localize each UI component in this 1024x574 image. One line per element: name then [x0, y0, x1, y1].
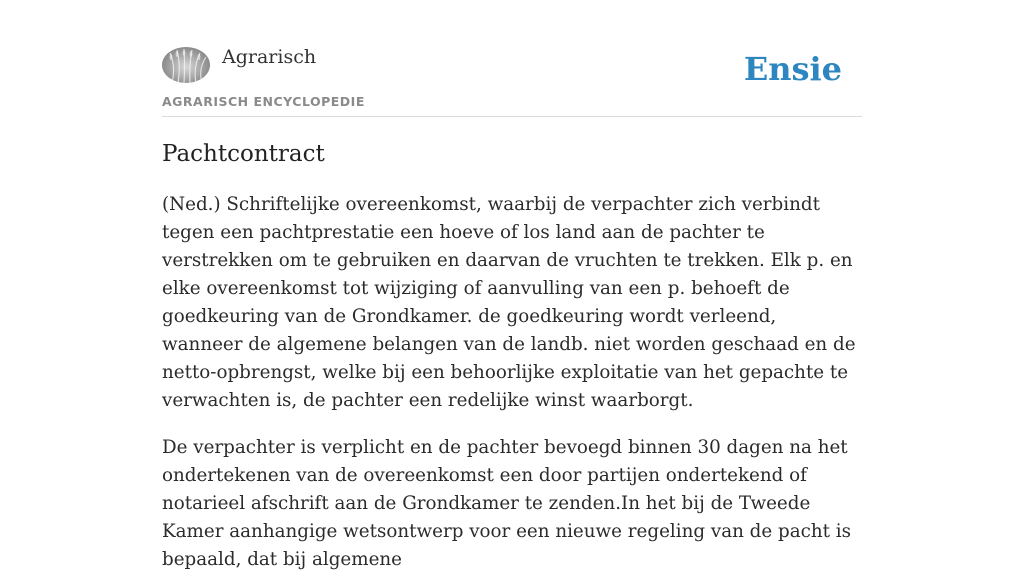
ensie-brand-link[interactable]: Ensie	[743, 50, 842, 88]
page-title: Pachtcontract	[162, 141, 325, 167]
page-container	[162, 0, 862, 574]
site-name[interactable]: Agrarisch	[222, 46, 317, 68]
article-paragraph: (Ned.) Schriftelijke overeenkomst, waarbij de verpachter zich verbindt tegen een pachtprestatie een hoeve of los land aan de pachter te verstrekken om te gebruiken en daarvan de vruchten te trekken. Elk p. en elke overeenkomst tot wijziging of aanvulling van een p. behoeft de goedkeuring van de Grondkamer. de goedkeuring wordt verleend, wanneer de algemene belangen van de landb. niet worden geschaad en de netto-opbrengst, welke bij een behoorlijke exploitatie van het gepachte te verwachten is, de pachter een redelijke winst waarborgt.	[162, 194, 856, 411]
article-paragraph: De verpachter is verplicht en de pachter bevoegd binnen 30 dagen na het ondertekenen van de overeenkomst een door partijen ondertekend of notarieel afschrift aan de Grondkamer te zenden.In het bij de Tweede Kamer aanhangige wetsontwerp voor een nieuwe regeling van de pacht is bepaald, dat bij algemene	[162, 437, 852, 570]
wheat-logo-icon[interactable]	[162, 47, 210, 83]
site-subtitle: AGRARISCH ENCYCLOPEDIE	[162, 94, 365, 109]
site-header	[162, 0, 862, 117]
